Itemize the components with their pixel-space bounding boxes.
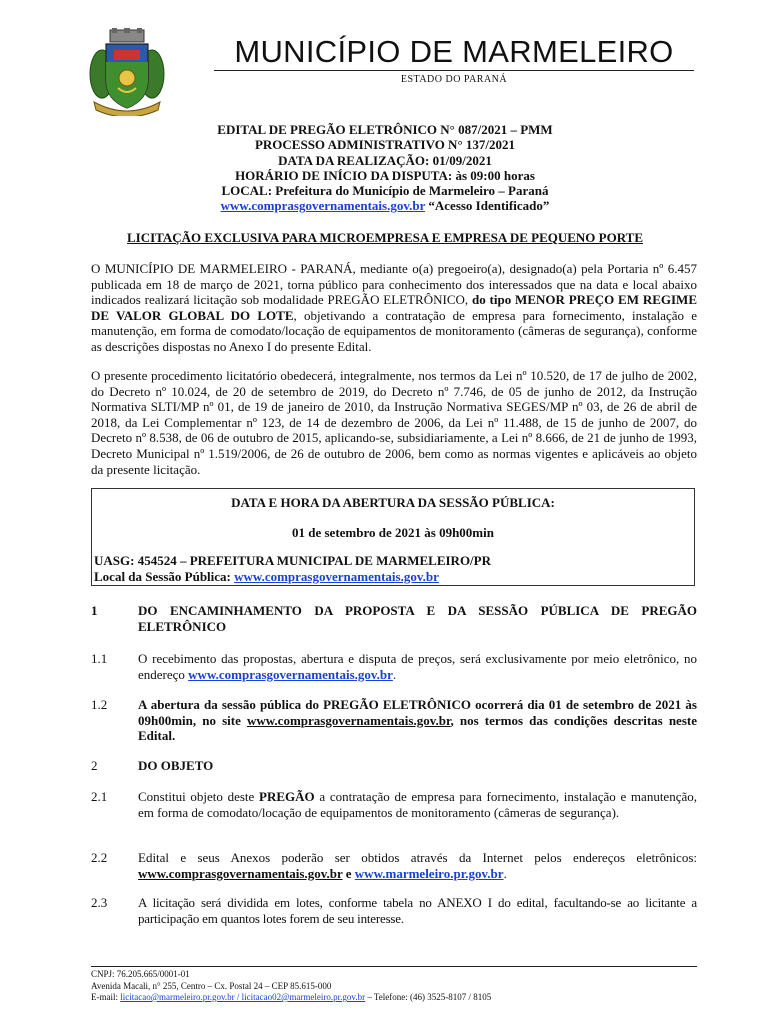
section-title: DO ENCAMINHAMENTO DA PROPOSTA E DA SESSÃO PÚBLICA DE PREGÃO ELETRÔNICO [138, 603, 697, 634]
section-2 [91, 758, 697, 776]
municipal-coat-of-arms-icon [88, 28, 166, 116]
clause-bold: PREGÃO [259, 789, 315, 804]
footer-email-links[interactable]: licitacao@marmeleiro.pr.gov.br / licitacao02@marmeleiro.pr.gov.br [120, 992, 366, 1002]
footer-phone: – Telefone: (46) 3525-8107 / 8105 [365, 992, 492, 1002]
clause-text-start: A abertura da sessão pública do PREGÃO ELETRÔNICO ocorrerá dia 01 de setembro de 2021 às 09h00min, no site [138, 697, 697, 728]
clause-text: A licitação será dividida em lotes, conforme tabela no ANEXO I do edital, facultando-se ao licitante a participação em quantos lotes forem de seu interesse. [138, 895, 697, 926]
clause-link-2[interactable]: www.marmeleiro.pr.gov.br [354, 865, 504, 881]
clause-text-end: . [503, 865, 507, 881]
location-line: LOCAL: Prefeitura do Município de Marmeleiro – Paraná [221, 183, 549, 199]
clause-number: 1.1 [91, 651, 108, 666]
section-2-3 [91, 895, 697, 927]
footer [91, 969, 491, 1004]
clause-link[interactable]: www.comprasgovernamentais.gov.br [246, 712, 451, 728]
intro-p1-bold: do tipo MENOR PREÇO EM REGIME DE VALOR GLOBAL DO LOTE [91, 292, 697, 323]
section-number: 2 [91, 758, 98, 773]
clause-number: 2.1 [91, 789, 108, 804]
edital-header [80, 122, 690, 214]
footer-address: Avenida Macali, n° 255, Centro – Cx. Postal 24 – CEP 85.615-000 [91, 980, 332, 991]
intro-p1-end: , objetivando a contratação de empresa para fornecimento, instalação e manutenção, em forma de comodato/locação de equipamentos de monitoramento (câmeras de segurança), conforme as descrições dispostas no Anexo I do presente Edital. [91, 307, 697, 354]
section-2-2 [91, 850, 697, 882]
site-line [80, 198, 690, 213]
state-subtitle: ESTADO DO PARANÁ [400, 74, 508, 85]
clause-link[interactable]: www.comprasgovernamentais.gov.br [188, 666, 393, 682]
clause-text-end: , nos termos das condições descritas neste Edital. [138, 712, 697, 744]
session-local-link[interactable]: www.comprasgovernamentais.gov.br [234, 569, 439, 584]
clause-text-end: a contratação de empresa para fornecimento, instalação e manutenção, em forma de comodato/locação de equipamentos de monitoramento (câmeras de segurança). [138, 789, 697, 820]
section-1-1 [91, 651, 697, 683]
footer-cnpj: CNPJ: 76.205.665/0001-01 [91, 969, 190, 979]
clause-link-1[interactable]: www.comprasgovernamentais.gov.br [138, 865, 343, 881]
clause-number: 2.3 [91, 895, 108, 910]
clause-text [138, 651, 697, 682]
session-local-label: Local da Sessão Pública: [94, 569, 235, 584]
clause-text-end: . [392, 666, 397, 682]
intro-paragraph-1 [91, 261, 697, 355]
edital-number: EDITAL DE PREGÃO ELETRÔNICO N° 087/2021 – PMM [217, 122, 553, 137]
session-datetime: 01 de setembro de 2021 às 09h00min [292, 525, 494, 540]
clause-text-mid: e [342, 865, 355, 881]
clause-text-start: Constitui objeto deste [138, 789, 260, 804]
footer-divider [91, 966, 697, 967]
footer-email-label: E-mail: [91, 992, 121, 1002]
section-2-1 [91, 789, 697, 837]
section-number: 1 [91, 603, 98, 618]
realization-date: DATA DA REALIZAÇÃO: 01/09/2021 [278, 152, 492, 168]
clause-text-start: Edital e seus Anexos poderão ser obtidos através da Internet pelos endereços eletrônicos: [138, 850, 697, 865]
session-heading: DATA E HORA DA ABERTURA DA SESSÃO PÚBLICA: [231, 495, 555, 510]
intro-p1-start: O MUNICÍPIO DE MARMELEIRO - PARANÁ, mediante o(a) pregoeiro(a), designado(a) pela Portaria nº 6.457 publicada em 18 de março de 2021, torna público para conhecimento dos interessados que na data e local abaixo indicados realizará licitação sob modalidade PREGÃO ELETRÔNICO, [91, 261, 697, 308]
site-access-note: “Acesso Identificado” [425, 198, 550, 214]
process-number: PROCESSO ADMINISTRATIVO N° 137/2021 [254, 137, 516, 153]
clause-text [138, 697, 697, 744]
clause-text [138, 850, 697, 881]
session-local-line [94, 569, 439, 585]
site-link[interactable]: www.comprasgovernamentais.gov.br [220, 198, 426, 214]
clause-text [138, 789, 697, 820]
section-title: DO OBJETO [138, 758, 214, 773]
clause-number: 2.2 [91, 850, 108, 865]
municipality-title: MUNICÍPIO DE MARMELEIRO [214, 34, 694, 71]
uasg-line: UASG: 454524 – PREFEITURA MUNICIPAL DE MARMELEIRO/PR [94, 553, 491, 568]
session-info-box [91, 488, 695, 586]
section-1 [91, 603, 697, 637]
clause-text-start: O recebimento das propostas, abertura e disputa de preços, será exclusivamente por meio eletrônico, no endereço [138, 651, 697, 682]
exclusive-notice: LICITAÇÃO EXCLUSIVA PARA MICROEMPRESA E EMPRESA DE PEQUENO PORTE [126, 230, 643, 245]
footer-contact [91, 992, 491, 1004]
dispute-start-time: HORÁRIO DE INÍCIO DA DISPUTA: às 09:00 horas [235, 167, 535, 183]
section-1-2 [91, 697, 697, 745]
clause-number: 1.2 [91, 697, 108, 712]
intro-paragraph-2: O presente procedimento licitatório obedecerá, integralmente, nos termos da Lei nº 10.520, de 17 de julho de 2002, do Decreto nº 10.024, de 20 de setembro de 2019, do Decreto nº 7.746, de 05 de junho de 2012, da Instrução Normativa SLTI/MP nº 01, de 19 de janeiro de 2010, da Instrução Normativa SEGES/MP nº 03, de 26 de abril de 2018, da Lei Complementar nº 123, de 14 de dezembro de 2006, da Lei nº 11.488, de 15 de junho de 2007, do Decreto nº 8.538, de 06 de outubro de 2015, aplicando-se, subsidiariamente, a Lei nº 8.666, de 21 de junho de 1993, Decreto Municipal nº 1.519/2006, de 26 de outubro de 2006, bem como as normas vigentes e aplicáveis ao objeto da presente licitação. [91, 368, 697, 477]
